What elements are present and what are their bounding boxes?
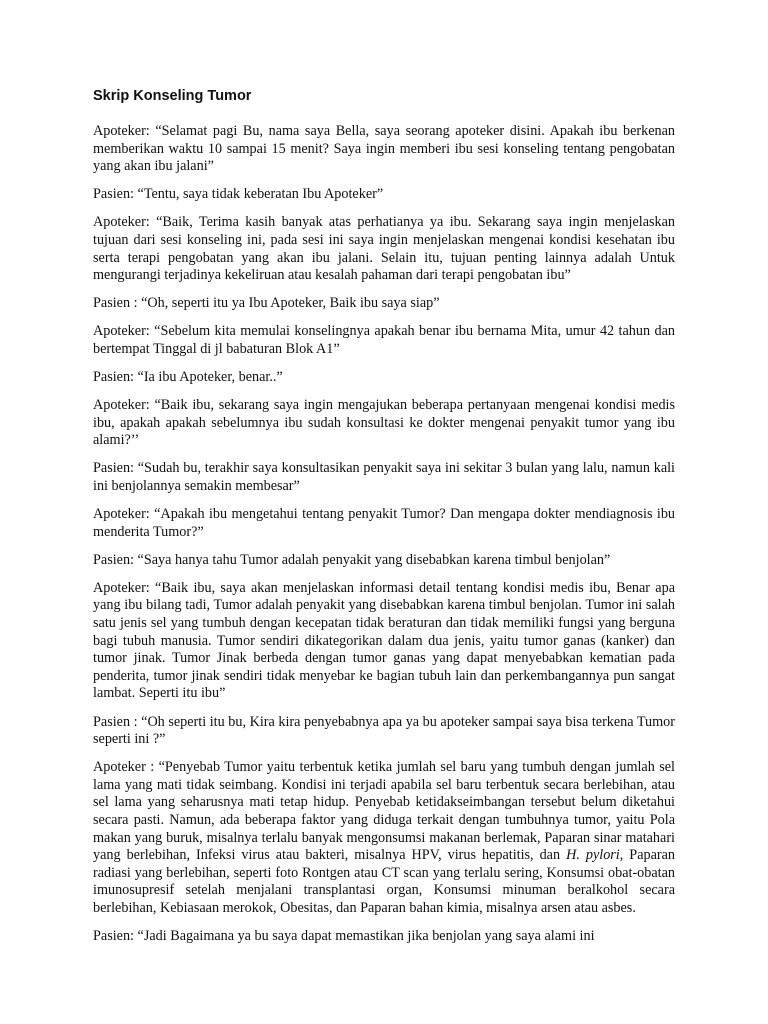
speaker-label: Apoteker: <box>93 323 150 340</box>
dialog-text: “Apakah ibu mengetahui tentang penyakit Tumor? Dan mengapa dokter mendiagnosis ibu menderita Tumor?” <box>93 506 676 540</box>
dialog-text: “Baik ibu, saya akan menjelaskan informasi detail tentang kondisi medis ibu, Benar apa yang ibu bilang tadi, Tumor adalah penyakit yang disebabkan karena timbul benjolan. Tumor ini salah satu jenis sel yang tumbuh dengan kecepatan tidak beraturan dan tidak memiliki fungsi yang berguna bagi tubuh manusia. Tumor sendiri dikategorikan dalam dua jenis, yaitu tumor ganas (kanker) dan tumor jinak. Tumor Jinak berbeda dengan tumor ganas yang dapat menyebabkan kematian pada penderita, tumor jinak sendiri tidak menyebar ke bagian tubuh lain dan perkembangannya pun sangat lambat. Seperti itu ibu” <box>93 579 675 702</box>
speaker-label: Apoteker: <box>93 506 150 523</box>
dialog-text: “Sebelum kita memulai konselingnya apakah benar ibu bernama Mita, umur 42 tahun dan bertempat Tinggal di jl babaturan Blok A1” <box>93 323 675 357</box>
speaker-label: Pasien: <box>93 369 134 386</box>
speaker-label: Apoteker: <box>93 397 150 414</box>
dialog-paragraph <box>93 214 675 284</box>
dialog-paragraph <box>93 928 675 946</box>
speaker-label: Apoteker: <box>93 123 150 139</box>
dialog-paragraph <box>93 323 675 358</box>
speaker-label: Pasien : <box>93 713 138 730</box>
dialog-paragraph <box>93 295 675 313</box>
dialog-text: “Oh, seperti itu ya Ibu Apoteker, Baik ibu saya siap” <box>141 295 440 312</box>
dialog-paragraph <box>93 506 675 541</box>
speaker-label: Pasien : <box>93 295 138 312</box>
dialog-text: “Sudah bu, terakhir saya konsultasikan penyakit saya ini sekitar 3 bulan yang lalu, namun kali ini benjolannya semakin membesar” <box>93 460 676 494</box>
speaker-label: Pasien: <box>93 928 134 945</box>
dialog-text: “Tentu, saya tidak keberatan Ibu Apoteker” <box>137 186 384 203</box>
dialog-paragraph <box>93 580 675 703</box>
dialog-paragraph <box>93 759 675 917</box>
dialog-text-italic: H. pylori <box>566 847 620 864</box>
dialog-text: “Saya hanya tahu Tumor adalah penyakit yang disebabkan karena timbul benjolan” <box>137 551 611 568</box>
dialog-text: “Baik, Terima kasih banyak atas perhatianya ya ibu. Sekarang saya ingin menjelaskan tujuan dari sesi konseling ini, pada sesi ini saya ingin menjelaskan mengenai kondisi kesehatan ibu serta terapi pengobatan yang akan ibu jalani. Selain itu, tujuan penting lainnya adalah Untuk mengurangi terjadinya kekeliruan atau kesalah pahaman dari terapi pengobatan ibu” <box>93 214 676 284</box>
dialog-paragraph <box>93 397 675 450</box>
dialog-text: , Paparan radiasi yang berlebihan, seperti foto Rontgen atau CT scan yang terlalu sering, Konsumsi obat-obatan imunosupresif setelah menjalani transplantasi organ, Konsumsi minuman beralkohol secara berlebihan, Kebiasaan merokok, Obesitas, dan Paparan bahan kimia, misalnya arsen atau asbes. <box>93 847 676 916</box>
dialog-paragraph <box>93 123 675 176</box>
dialog-paragraph <box>93 369 675 387</box>
dialog-text: “Jadi Bagaimana ya bu saya dapat memastikan jika benjolan yang saya alami ini <box>137 928 595 945</box>
dialog-paragraph <box>93 714 675 749</box>
dialog-text: “Penyebab Tumor yaitu terbentuk ketika jumlah sel baru yang tumbuh dengan jumlah sel lama yang mati tidak seimbang. Kondisi ini terjadi apabila sel baru terbentuk secara berlebihan, atau sel lama yang seharusnya mati tetap hidup. Penyebab ketidakseimbangan tersebut belum diketahui secara pasti. Namun, ada beberapa faktor yang diduga terkait dengan tumbuhnya tumor, yaitu Pola makan yang buruk, misalnya terlalu banyak mengonsumsi makanan berlemak, Paparan sinar matahari yang berlebihan, Infeksi virus atau bakteri, misalnya HPV, virus hepatitis, dan <box>93 759 675 864</box>
speaker-label: Apoteker: <box>93 214 150 231</box>
dialog-text: “Oh seperti itu bu, Kira kira penyebabnya apa ya bu apoteker sampai saya bisa terkena Tumor seperti ini ?” <box>93 713 676 748</box>
document-title: Skrip Konseling Tumor <box>93 88 252 104</box>
dialog-text: “Baik ibu, sekarang saya ingin mengajukan beberapa pertanyaan mengenai kondisi medis ibu, apakah apakah sebelumnya ibu sudah konsultasi ke dokter mengenai penyakit tumor yang ibu alami?’’ <box>93 397 675 449</box>
dialog-text: “Selamat pagi Bu, nama saya Bella, saya seorang apoteker disini. Apakah ibu berkenan memberikan waktu 10 sampai 15 menit? Saya ingin memberi ibu sesi konseling tentang pengobatan yang akan ibu jalani” <box>93 123 676 175</box>
speaker-label: Apoteker: <box>93 579 150 596</box>
document-page <box>93 86 675 956</box>
dialog-paragraph <box>93 186 675 204</box>
speaker-label: Pasien: <box>93 186 134 203</box>
speaker-label: Pasien: <box>93 551 134 568</box>
speaker-label: Apoteker : <box>93 759 155 776</box>
dialog-paragraph <box>93 460 675 495</box>
dialog-paragraph <box>93 552 675 570</box>
dialog-text: “Ia ibu Apoteker, benar..” <box>137 369 283 386</box>
speaker-label: Pasien: <box>93 460 134 477</box>
